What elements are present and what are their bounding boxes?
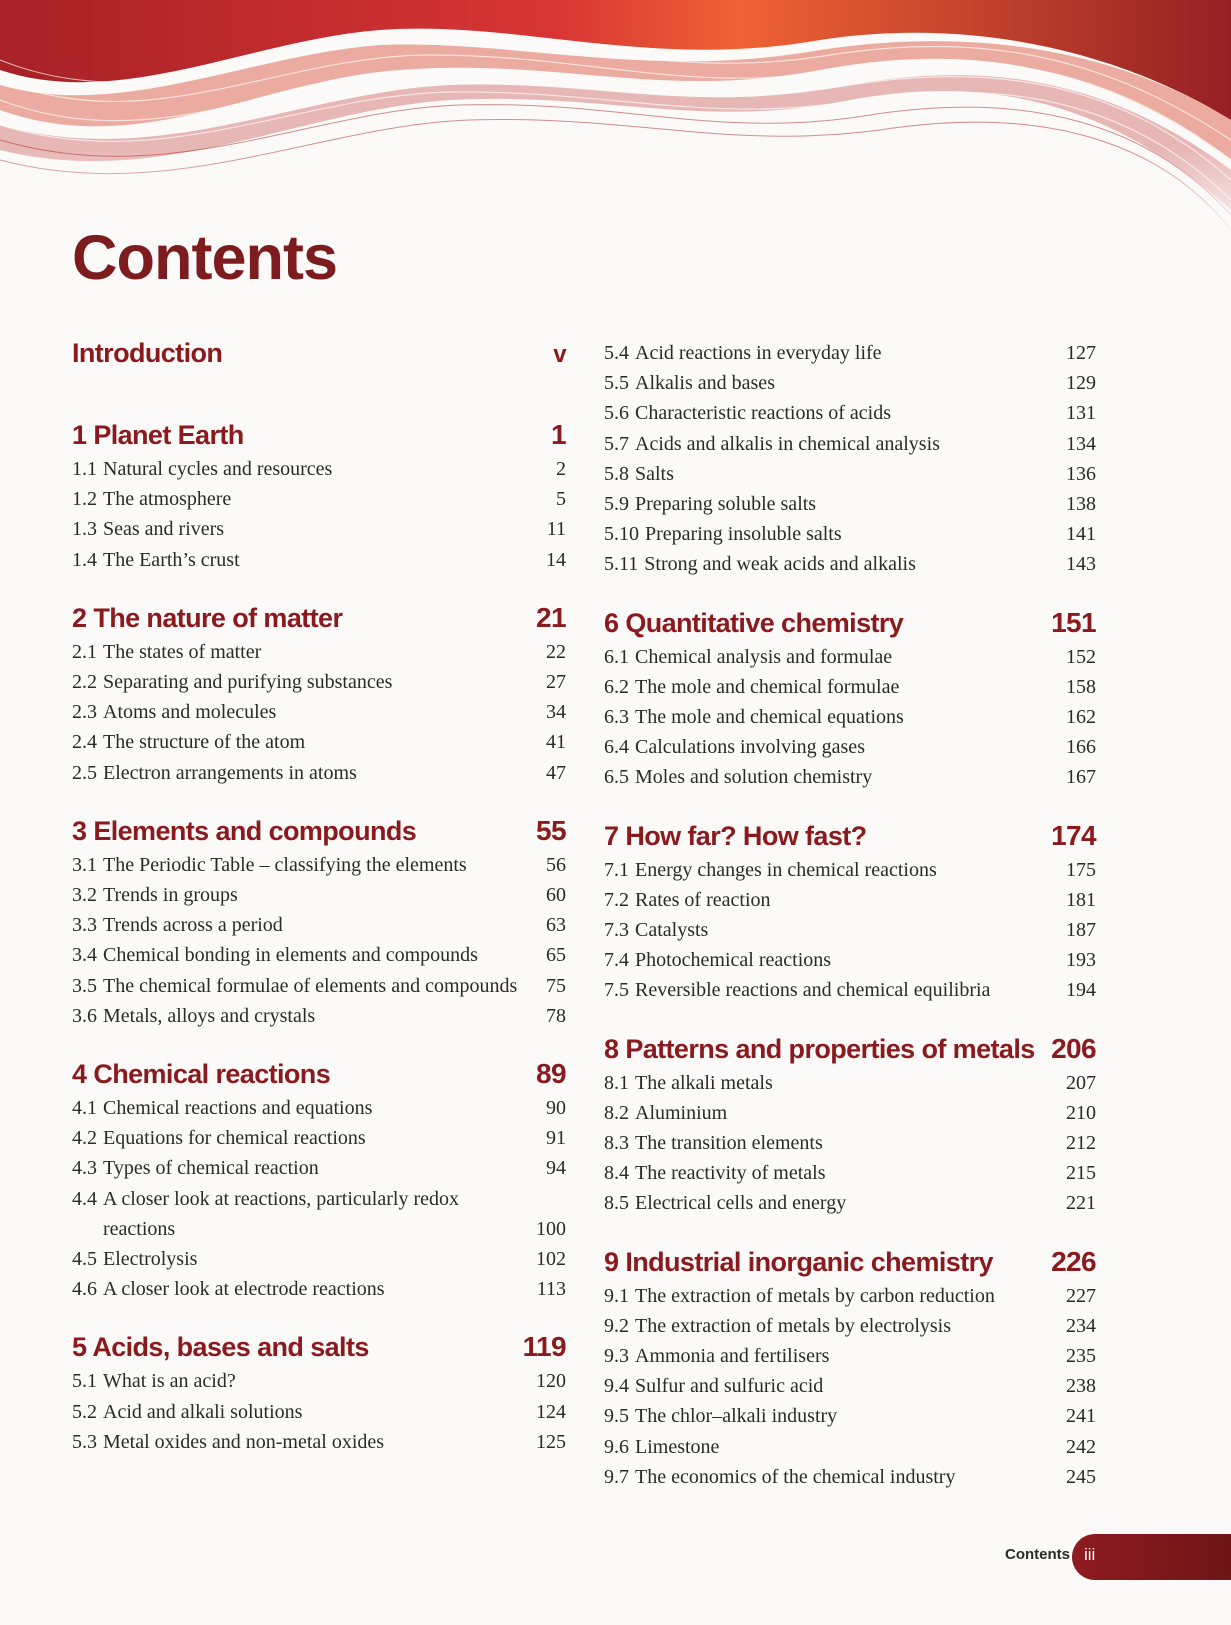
section-number: 1.1 — [72, 458, 97, 480]
section-page: 234 — [1066, 1314, 1096, 1337]
section-title: Chemical reactions and equations — [103, 1097, 373, 1120]
section-number: 8.3 — [604, 1132, 629, 1155]
section-title: Trends across a period — [103, 914, 283, 937]
toc-section-entry[interactable] — [72, 758, 566, 788]
chapter-page: 55 — [536, 814, 566, 846]
section-title: Preparing soluble salts — [635, 493, 817, 516]
section-page: 47 — [546, 761, 566, 784]
section-number: 7.2 — [604, 888, 629, 911]
toc-section-entry[interactable] — [72, 484, 566, 514]
toc-section-entry[interactable] — [72, 1153, 566, 1183]
section-page: 90 — [546, 1097, 566, 1120]
toc-section-entry[interactable] — [604, 885, 1096, 915]
section-title: The mole and chemical equations — [635, 706, 904, 729]
toc-section-entry[interactable] — [604, 1371, 1096, 1401]
section-page: 242 — [1066, 1435, 1096, 1458]
section-page: 136 — [1066, 462, 1096, 485]
toc-section-entry[interactable] — [604, 429, 1096, 459]
section-number: 8.2 — [604, 1101, 629, 1124]
chapter-title: 7 How far? How fast? — [604, 820, 867, 851]
section-page: 207 — [1066, 1071, 1096, 1094]
section-number: 3.5 — [72, 974, 97, 997]
section-page: 134 — [1066, 432, 1096, 455]
section-number: 3.4 — [72, 944, 97, 967]
toc-section-entry[interactable] — [604, 702, 1096, 732]
section-number: 6.4 — [604, 736, 629, 759]
section-title: The Periodic Table – classifying the elements — [103, 853, 467, 876]
chapter-title: 3 Elements and compounds — [72, 815, 417, 846]
section-number: 8.5 — [604, 1192, 629, 1215]
section-number: 4.2 — [72, 1127, 97, 1150]
toc-section-entry[interactable] — [604, 762, 1096, 792]
section-title: Calculations involving gases — [635, 736, 865, 759]
section-number: 3.3 — [72, 914, 97, 937]
toc-section-entry[interactable] — [604, 1281, 1096, 1311]
toc-section-entry[interactable] — [604, 1128, 1096, 1158]
section-page: 94 — [546, 1157, 566, 1180]
section-page: 241 — [1066, 1405, 1096, 1428]
section-page: 143 — [1066, 553, 1096, 576]
toc-section-entry[interactable] — [72, 1366, 566, 1396]
section-list — [72, 1366, 566, 1457]
section-title: Acid and alkali solutions — [103, 1400, 303, 1423]
section-title: Metals, alloys and crystals — [103, 1004, 316, 1027]
chapter-list-left — [72, 419, 566, 1457]
section-title: The transition elements — [635, 1132, 823, 1155]
section-page: 212 — [1066, 1132, 1096, 1155]
footer-page-tab — [1072, 1534, 1231, 1580]
section-list — [72, 454, 566, 575]
section-page: 5 — [556, 488, 566, 511]
section-number: 5.3 — [72, 1430, 97, 1453]
section-number: 7.4 — [604, 949, 629, 972]
chapter-page: 151 — [1051, 606, 1096, 638]
section-page: 138 — [1066, 493, 1096, 516]
chapter-title: 6 Quantitative chemistry — [604, 607, 904, 638]
section-number: 1.3 — [72, 518, 97, 541]
section-title: The alkali metals — [635, 1071, 773, 1094]
section-title: Electron arrangements in atoms — [103, 761, 357, 784]
toc-section-entry[interactable] — [604, 549, 1096, 579]
toc-section-entry[interactable] — [72, 1397, 566, 1427]
section-title: Separating and purifying substances — [103, 671, 393, 694]
section-title: Strong and weak acids and alkalis — [644, 553, 916, 576]
section-page: 102 — [536, 1248, 566, 1271]
section-page: 34 — [546, 701, 566, 724]
section-list — [604, 855, 1096, 1006]
section-page: 238 — [1066, 1375, 1096, 1398]
section-page: 210 — [1066, 1101, 1096, 1124]
intro-page: v — [553, 341, 566, 368]
section-number: 5.5 — [604, 372, 629, 395]
section-title: Seas and rivers — [103, 518, 225, 541]
section-title: Sulfur and sulfuric acid — [635, 1375, 824, 1398]
section-page: 158 — [1066, 675, 1096, 698]
section-number: 7.1 — [604, 858, 629, 881]
section-title: Trends in groups — [103, 884, 238, 907]
chapter-title: 9 Industrial inorganic chemistry — [604, 1246, 993, 1277]
toc-section-entry[interactable] — [604, 338, 1096, 368]
footer-label: Contents — [1005, 1546, 1070, 1563]
contents-column-right — [604, 338, 1096, 1519]
toc-section-entry[interactable] — [604, 1401, 1096, 1431]
toc-section-entry[interactable] — [72, 940, 566, 970]
toc-section-entry[interactable] — [72, 1244, 566, 1274]
section-title: Electrical cells and energy — [635, 1192, 847, 1215]
section-page: 63 — [546, 914, 566, 937]
chapter-page: 1 — [551, 419, 566, 450]
intro-entry[interactable] — [72, 338, 566, 392]
section-title: Equations for chemical reactions — [103, 1127, 366, 1150]
intro-title: Introduction — [72, 338, 223, 368]
section-list — [72, 637, 566, 788]
section-number: 4.6 — [72, 1278, 97, 1301]
section-title: Natural cycles and resources — [103, 458, 333, 480]
section-page: 56 — [546, 853, 566, 876]
toc-section-entry[interactable] — [604, 489, 1096, 519]
section-number: 9.5 — [604, 1405, 629, 1428]
section-title: The mole and chemical formulae — [635, 675, 900, 698]
toc-section-entry[interactable] — [604, 855, 1096, 885]
section-page: 124 — [536, 1400, 566, 1423]
toc-section-entry[interactable] — [72, 697, 566, 727]
chapter-heading[interactable] — [604, 1246, 1096, 1278]
chapter-page: 206 — [1051, 1032, 1096, 1064]
toc-section-entry[interactable] — [72, 667, 566, 697]
section-number: 5.4 — [604, 342, 629, 364]
section-number: 9.6 — [604, 1435, 629, 1458]
section-title: The states of matter — [103, 640, 262, 663]
section-title: Types of chemical reaction — [103, 1157, 319, 1180]
section-number: 6.5 — [604, 766, 629, 789]
section-title: What is an acid? — [103, 1370, 236, 1393]
toc-chapter — [72, 1058, 566, 1304]
section-page: 60 — [546, 884, 566, 907]
toc-chapter — [72, 815, 566, 1031]
section-number: 5.8 — [604, 462, 629, 485]
section-page: 141 — [1066, 523, 1096, 546]
toc-chapter — [72, 1331, 566, 1457]
section-number: 6.1 — [604, 645, 629, 668]
section-number: 6.3 — [604, 706, 629, 729]
section-list — [604, 1281, 1096, 1492]
toc-section-entry[interactable] — [604, 368, 1096, 398]
section-number: 4.3 — [72, 1157, 97, 1180]
toc-section-entry[interactable] — [604, 1068, 1096, 1098]
section-title: The structure of the atom — [103, 731, 306, 754]
section-page: 75 — [546, 974, 566, 997]
footer-page-number: iii — [1084, 1545, 1096, 1564]
section-number: 3.6 — [72, 1004, 97, 1027]
toc-section-entry[interactable] — [604, 1098, 1096, 1128]
section-title: Rates of reaction — [635, 888, 771, 911]
section-list — [604, 1068, 1096, 1219]
section-number: 4.1 — [72, 1097, 97, 1120]
section-page: 235 — [1066, 1345, 1096, 1368]
toc-section-entry[interactable] — [72, 1093, 566, 1123]
toc-section-entry[interactable] — [72, 727, 566, 757]
toc-chapter — [72, 419, 566, 575]
section-title: Energy changes in chemical reactions — [635, 858, 937, 881]
section-title: Limestone — [635, 1435, 720, 1458]
section-title: Acids and alkalis in chemical analysis — [635, 432, 940, 455]
section-page: 194 — [1066, 979, 1096, 1002]
toc-section-entry[interactable] — [604, 1158, 1096, 1188]
section-page: 193 — [1066, 949, 1096, 972]
toc-chapter — [72, 602, 566, 788]
section-page: 14 — [546, 548, 566, 571]
section-number: 1.4 — [72, 548, 97, 571]
section-number: 9.7 — [604, 1465, 629, 1488]
section-page: 245 — [1066, 1465, 1096, 1488]
section-title: The economics of the chemical industry — [635, 1465, 956, 1488]
chapter-heading[interactable] — [72, 1331, 566, 1363]
contents-column-left — [72, 338, 566, 1484]
decorative-wave-banner — [0, 0, 1231, 240]
section-number: 9.1 — [604, 1284, 629, 1307]
section-page: 120 — [536, 1370, 566, 1393]
toc-section-entry[interactable] — [604, 1188, 1096, 1218]
section-number: 2.1 — [72, 640, 97, 663]
page-title: Contents — [72, 223, 337, 293]
section-title: Chemical bonding in elements and compounds — [103, 944, 478, 967]
toc-section-entry[interactable] — [604, 459, 1096, 489]
section-number: 4.4 — [72, 1187, 97, 1210]
toc-section-entry[interactable] — [72, 910, 566, 940]
chapter-heading[interactable] — [72, 419, 566, 451]
section-title: The chemical formulae of elements and compounds — [103, 974, 518, 997]
section-title: The extraction of metals by electrolysis — [635, 1314, 952, 1337]
section-number: 5.2 — [72, 1400, 97, 1423]
chapter-heading[interactable] — [72, 602, 566, 634]
section-number: 5.1 — [72, 1370, 97, 1393]
section-title: The extraction of metals by carbon reduction — [635, 1284, 995, 1307]
section-number: 4.5 — [72, 1248, 97, 1271]
section-number: 2.2 — [72, 671, 97, 694]
section-number: 7.3 — [604, 919, 629, 942]
section-title: Salts — [635, 462, 674, 485]
section-number: 2.3 — [72, 701, 97, 724]
toc-section-entry[interactable] — [72, 545, 566, 575]
toc-section-entry[interactable] — [604, 519, 1096, 549]
section-page: 41 — [546, 731, 566, 754]
section-page: 22 — [546, 640, 566, 663]
chapter-page: 89 — [536, 1058, 566, 1090]
section-page: 175 — [1066, 858, 1096, 881]
toc-section-entry[interactable] — [604, 975, 1096, 1005]
section-page: 181 — [1066, 888, 1096, 911]
chapter-title: 4 Chemical reactions — [72, 1059, 331, 1090]
section-page: 65 — [546, 944, 566, 967]
section-page: 221 — [1066, 1192, 1096, 1215]
section-title: The atmosphere — [103, 488, 232, 511]
toc-section-entry[interactable] — [72, 880, 566, 910]
section-list — [72, 1093, 566, 1304]
section-title: Preparing insoluble salts — [645, 523, 842, 546]
toc-section-entry[interactable] — [604, 915, 1096, 945]
section-number: 2.5 — [72, 761, 97, 784]
section-title: A closer look at electrode reactions — [103, 1278, 385, 1301]
section-title: Electrolysis — [103, 1248, 198, 1271]
section-number: 5.7 — [604, 432, 629, 455]
section-title: Acid reactions in everyday life — [635, 342, 882, 364]
chapter-heading[interactable] — [72, 1058, 566, 1090]
toc-section-entry[interactable] — [604, 1311, 1096, 1341]
chapter-title: 5 Acids, bases and salts — [72, 1332, 369, 1363]
toc-section-entry[interactable] — [604, 732, 1096, 762]
chapter-list-right — [604, 607, 1096, 1492]
section-page: 129 — [1066, 372, 1096, 395]
section-title: Metal oxides and non-metal oxides — [103, 1430, 385, 1453]
chapter-heading[interactable] — [604, 1033, 1096, 1065]
toc-section-entry[interactable] — [72, 1184, 566, 1244]
chapter-page: 21 — [536, 601, 566, 633]
section-number: 3.2 — [72, 884, 97, 907]
chapter-title: 1 Planet Earth — [72, 420, 244, 450]
section-page: 113 — [536, 1278, 566, 1301]
toc-section-entry[interactable] — [604, 945, 1096, 975]
toc-section-entry[interactable] — [604, 1432, 1096, 1462]
continued-section-list — [604, 338, 1096, 580]
toc-section-entry[interactable] — [604, 398, 1096, 428]
toc-section-entry[interactable] — [72, 1001, 566, 1031]
toc-chapter — [604, 1246, 1096, 1492]
chapter-page: 174 — [1051, 819, 1096, 851]
section-title: Ammonia and fertilisers — [635, 1345, 830, 1368]
section-number: 5.10 — [604, 523, 639, 546]
section-page: 127 — [1066, 342, 1096, 364]
section-title: Characteristic reactions of acids — [635, 402, 891, 425]
section-page: 125 — [536, 1430, 566, 1453]
toc-section-entry[interactable] — [604, 642, 1096, 672]
section-number: 8.4 — [604, 1162, 629, 1185]
toc-section-entry[interactable] — [72, 1123, 566, 1153]
toc-chapter — [604, 607, 1096, 793]
toc-section-entry[interactable] — [72, 637, 566, 667]
section-number: 9.4 — [604, 1375, 629, 1398]
section-title: A closer look at reactions, particularly redox reactions — [103, 1187, 459, 1240]
section-title: The chlor–alkali industry — [635, 1405, 838, 1428]
section-title: Alkalis and bases — [635, 372, 775, 395]
section-page: 27 — [546, 671, 566, 694]
section-page: 167 — [1066, 766, 1096, 789]
toc-section-entry[interactable] — [604, 1462, 1096, 1492]
section-page: 166 — [1066, 736, 1096, 759]
chapter-page: 226 — [1051, 1245, 1096, 1277]
toc-section-entry[interactable] — [72, 1274, 566, 1304]
section-list — [72, 850, 566, 1031]
section-number: 3.1 — [72, 853, 97, 876]
section-number: 9.2 — [604, 1314, 629, 1337]
section-page: 11 — [546, 518, 566, 541]
toc-section-entry[interactable] — [72, 454, 566, 484]
section-number: 6.2 — [604, 675, 629, 698]
section-page: 187 — [1066, 919, 1096, 942]
chapter-title: 2 The nature of matter — [72, 602, 343, 633]
toc-section-entry[interactable] — [72, 850, 566, 880]
section-title: Catalysts — [635, 919, 709, 942]
section-page: 91 — [546, 1127, 566, 1150]
section-page: 131 — [1066, 402, 1096, 425]
section-page: 78 — [546, 1004, 566, 1027]
section-page: 215 — [1066, 1162, 1096, 1185]
chapter-title: 8 Patterns and properties of metals — [604, 1033, 1035, 1064]
toc-section-entry[interactable] — [604, 672, 1096, 702]
section-number: 5.6 — [604, 402, 629, 425]
section-number: 5.11 — [604, 553, 639, 576]
section-list — [604, 642, 1096, 793]
section-title: Aluminium — [635, 1101, 728, 1124]
chapter-page: 119 — [522, 1331, 566, 1363]
section-number: 9.3 — [604, 1345, 629, 1368]
section-page: 162 — [1066, 706, 1096, 729]
section-page: 152 — [1066, 645, 1096, 668]
section-title: The Earth’s crust — [103, 548, 240, 571]
section-number: 1.2 — [72, 488, 97, 511]
toc-section-entry[interactable] — [72, 1427, 566, 1457]
section-title: Moles and solution chemistry — [635, 766, 873, 789]
section-page: 2 — [556, 458, 566, 480]
chapter-heading[interactable] — [604, 820, 1096, 852]
section-number: 2.4 — [72, 731, 97, 754]
toc-section-entry[interactable] — [72, 514, 566, 544]
section-title: Photochemical reactions — [635, 949, 832, 972]
toc-chapter — [604, 820, 1096, 1006]
chapter-heading[interactable] — [72, 815, 566, 847]
section-number: 8.1 — [604, 1071, 629, 1094]
section-page: 100 — [536, 1217, 566, 1240]
section-page: 227 — [1066, 1284, 1096, 1307]
section-title: Reversible reactions and chemical equilibria — [635, 979, 991, 1002]
toc-section-entry[interactable] — [604, 1341, 1096, 1371]
chapter-heading[interactable] — [604, 607, 1096, 639]
toc-chapter — [604, 1033, 1096, 1219]
toc-section-entry[interactable] — [72, 971, 566, 1001]
section-title: Atoms and molecules — [103, 701, 277, 724]
section-number: 5.9 — [604, 493, 629, 516]
section-title: Chemical analysis and formulae — [635, 645, 893, 668]
section-number: 7.5 — [604, 979, 629, 1002]
section-title: The reactivity of metals — [635, 1162, 826, 1185]
